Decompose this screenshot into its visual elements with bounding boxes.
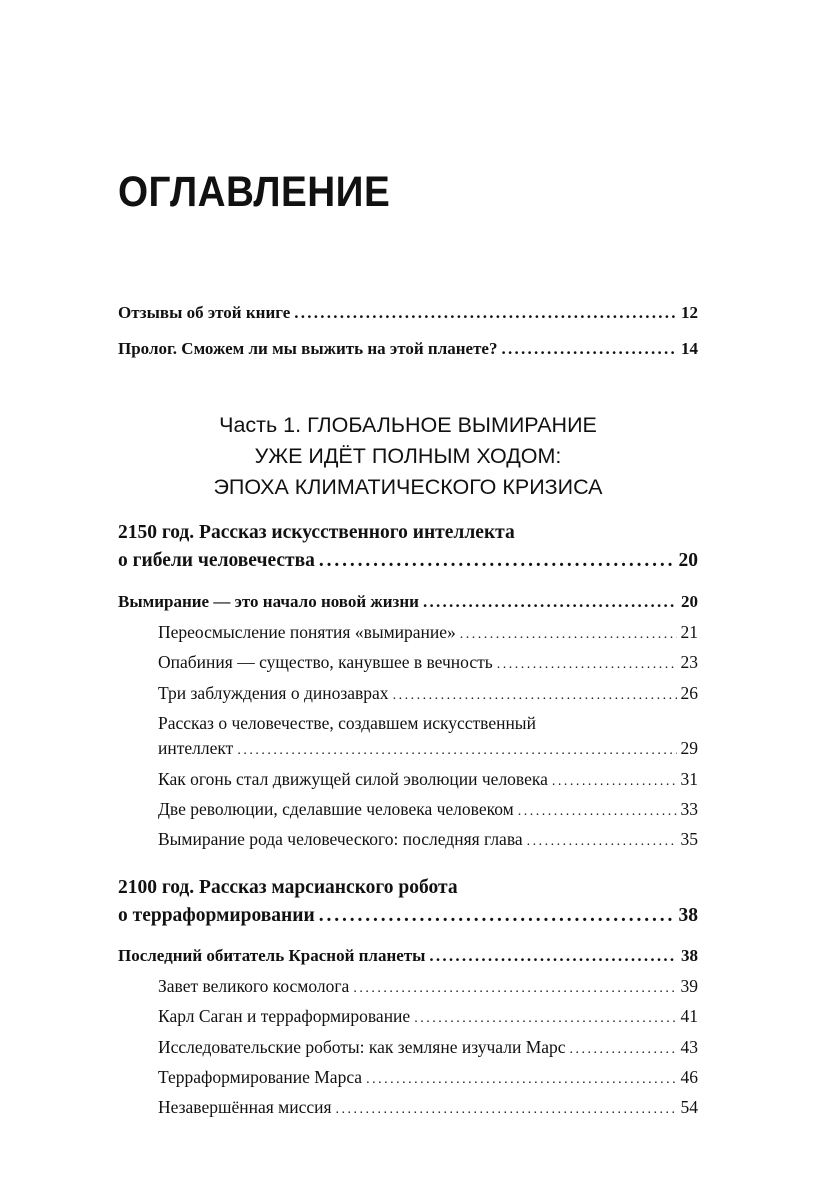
toc-entry-label: интеллект xyxy=(158,738,234,758)
toc-page-number: 35 xyxy=(680,829,698,849)
toc-entry-label: Последний обитатель Красной планеты xyxy=(118,946,426,965)
toc-entry-label: Пролог. Сможем ли мы выжить на этой планете? xyxy=(118,339,498,358)
toc-entry-subsection[interactable] xyxy=(158,622,698,643)
dot-leader xyxy=(570,1037,677,1058)
toc-entry-chapter[interactable] xyxy=(118,905,698,927)
toc-entry-subsection[interactable] xyxy=(158,769,698,790)
dot-leader xyxy=(527,829,677,850)
toc-entry-reviews[interactable] xyxy=(118,303,698,323)
toc-page-number: 38 xyxy=(681,946,698,965)
toc-entry-label: о гибели человечества xyxy=(118,550,315,571)
chapter-title-line[interactable]: 2150 год. Рассказ искусственного интеллекта xyxy=(118,522,515,543)
toc-entry-subsection[interactable] xyxy=(158,1006,698,1027)
toc-entry-label: Терраформирование Марса xyxy=(158,1067,363,1087)
toc-page-number: 21 xyxy=(680,622,698,642)
dot-leader xyxy=(353,976,676,997)
dot-leader xyxy=(501,339,677,359)
toc-page-number: 29 xyxy=(680,738,698,758)
toc-entry-label: Карл Саган и терраформирование xyxy=(158,1006,411,1026)
toc-page-number: 38 xyxy=(678,905,698,926)
dot-leader xyxy=(429,946,677,966)
toc-entry-subsection[interactable] xyxy=(158,799,698,820)
toc-page-number: 31 xyxy=(680,769,698,789)
toc-entry-label: Опабиния — существо, канувшее в вечность xyxy=(158,652,493,672)
toc-page-number: 41 xyxy=(680,1006,698,1026)
dot-leader xyxy=(497,652,677,673)
toc-entry-subsection[interactable] xyxy=(158,738,698,759)
toc-entry-section[interactable] xyxy=(118,946,698,966)
toc-page-number: 12 xyxy=(681,303,698,322)
toc-entry-label: Исследовательские роботы: как земляне изучали Марс xyxy=(158,1037,566,1057)
toc-entry-label: Как огонь стал движущей силой эволюции человека xyxy=(158,769,548,789)
dot-leader xyxy=(552,769,677,790)
part-heading-line: УЖЕ ИДЁТ ПОЛНЫМ ХОДОМ: xyxy=(254,444,562,468)
dot-leader xyxy=(423,592,677,612)
toc-entry-subsection[interactable] xyxy=(158,1037,698,1058)
dot-leader xyxy=(294,303,677,323)
dot-leader xyxy=(460,622,677,643)
toc-entry-section[interactable] xyxy=(118,592,698,612)
toc-page-number: 14 xyxy=(681,339,698,358)
toc-entry-subsection[interactable] xyxy=(158,829,698,850)
toc-page-number: 39 xyxy=(680,976,698,996)
toc-entry-subsection[interactable] xyxy=(158,1067,698,1088)
toc-entry-label: о терраформировании xyxy=(118,905,315,926)
toc-entry-subsection[interactable] xyxy=(158,1097,698,1118)
part-heading-line: Часть 1. ГЛОБАЛЬНОЕ ВЫМИРАНИЕ xyxy=(219,413,597,437)
toc-page-number: 20 xyxy=(678,550,698,571)
toc-entry-label: Две революции, сделавшие человека человеком xyxy=(158,799,514,819)
dot-leader xyxy=(366,1067,676,1088)
toc-page-number: 26 xyxy=(680,683,698,703)
toc-page-number: 33 xyxy=(680,799,698,819)
toc-entry-chapter[interactable] xyxy=(118,550,698,572)
toc-page-number: 46 xyxy=(680,1067,698,1087)
toc-entry-subsection[interactable] xyxy=(158,976,698,997)
dot-leader xyxy=(518,799,677,820)
toc-entry-label: Вымирание — это начало новой жизни xyxy=(118,592,419,611)
toc-entry-label: Три заблуждения о динозаврах xyxy=(158,683,389,703)
toc-entry-label: Завет великого космолога xyxy=(158,976,350,996)
toc-entry-label-line[interactable]: Рассказ о человечестве, создавшем искусственный xyxy=(158,713,536,733)
toc-page-number: 54 xyxy=(680,1097,698,1117)
toc-entry-label: Переосмысление понятия «вымирание» xyxy=(158,622,456,642)
toc-entry-label: Отзывы об этой книге xyxy=(118,303,291,322)
part-heading-line: ЭПОХА КЛИМАТИЧЕСКОГО КРИЗИСА xyxy=(213,475,603,499)
dot-leader xyxy=(319,905,675,927)
part-heading xyxy=(118,410,698,503)
toc-entry-subsection[interactable] xyxy=(158,652,698,673)
dot-leader xyxy=(393,683,677,704)
chapter-title-line[interactable]: 2100 год. Рассказ марсианского робота xyxy=(118,877,458,898)
page-title: ОГЛАВЛЕНИЕ xyxy=(118,168,391,216)
toc-page-number: 20 xyxy=(681,592,698,611)
toc-entry-label: Вымирание рода человеческого: последняя глава xyxy=(158,829,523,849)
dot-leader xyxy=(237,738,676,759)
dot-leader xyxy=(336,1097,677,1118)
toc-entry-label: Незавершённая миссия xyxy=(158,1097,332,1117)
toc-page-number: 43 xyxy=(680,1037,698,1057)
toc-entry-prologue[interactable] xyxy=(118,339,698,359)
dot-leader xyxy=(414,1006,676,1027)
toc-entry-subsection[interactable] xyxy=(158,683,698,704)
toc-page-number: 23 xyxy=(680,652,698,672)
dot-leader xyxy=(319,550,675,572)
